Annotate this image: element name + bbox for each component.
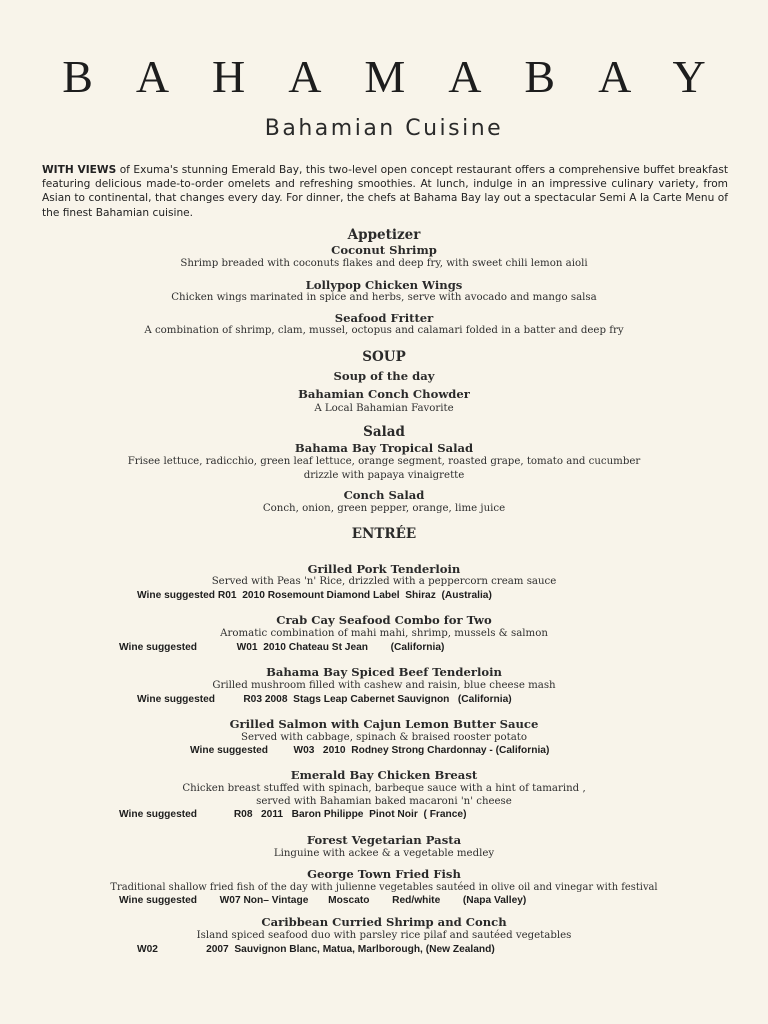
intro-paragraph xyxy=(42,163,728,220)
wine-suggestion: Wine suggested R08 2011 Baron Philippe Pinot Noir ( France) xyxy=(119,809,467,820)
dish-description: Served with Peas 'n' Rice, drizzled with a peppercorn cream sauce xyxy=(211,576,557,587)
dish-name: Seafood Fritter xyxy=(334,311,434,325)
wine-suggestion: Wine suggested R03 2008 Stags Leap Cabernet Sauvignon (California) xyxy=(137,694,512,705)
wine-suggestion: Wine suggested W01 2010 Chateau St Jean (California) xyxy=(119,642,445,653)
wine-suggestion: Wine suggested R01 2010 Rosemount Diamond Label Shiraz (Australia) xyxy=(137,590,492,601)
dish-description: Conch, onion, green pepper, orange, lime juice xyxy=(262,503,506,514)
section-salad: Salad xyxy=(363,424,405,440)
wine-suggestion: Wine suggested W07 Non– Vintage Moscato Red/white (Napa Valley) xyxy=(119,895,527,906)
dish-description: Chicken wings marinated in spice and herbs, serve with avocado and mango salsa xyxy=(171,292,597,303)
dish-name: Conch Salad xyxy=(343,488,425,502)
dish-name: Soup of the day xyxy=(333,369,435,383)
dish-name: Bahama Bay Tropical Salad xyxy=(294,441,474,455)
dish-name: George Town Fried Fish xyxy=(307,867,461,881)
dish-description-line2: drizzle with papaya vinaigrette xyxy=(303,470,465,481)
dish-name: Crab Cay Seafood Combo for Two xyxy=(276,613,492,627)
section-appetizer: Appetizer xyxy=(347,227,421,243)
section-soup: SOUP xyxy=(362,349,406,365)
dish-description: Aromatic combination of mahi mahi, shrimp, mussels & salmon xyxy=(220,628,548,639)
dish-description: Shrimp breaded with coconuts flakes and deep fry, with sweet chili lemon aioli xyxy=(180,258,588,269)
wine-suggestion: W02 2007 Sauvignon Blanc, Matua, Marlborough, (New Zealand) xyxy=(137,944,495,955)
intro-lead: WITH VIEWS xyxy=(42,164,117,176)
dish-description-line2: served with Bahamian baked macaroni 'n' cheese xyxy=(256,796,512,807)
dish-name: Bahama Bay Spiced Beef Tenderloin xyxy=(266,665,502,679)
dish-description: A combination of shrimp, clam, mussel, octopus and calamari folded in a batter and deep fry xyxy=(144,325,624,336)
dish-name: Bahamian Conch Chowder xyxy=(298,387,470,401)
intro-text: of Exuma's stunning Emerald Bay, this two-level open concept restaurant offers a comprehensive buffet breakfast featuring delicious made-to-order omelets and refreshing smoothies. At lunch, indulge in an impressive culinary variety, from Asian to continental, that changes every day. For dinner, the chefs at Bahama Bay lay out a spectacular Semi A la Carte Menu of the finest Bahamian cuisine. xyxy=(42,164,728,219)
dish-name: Coconut Shrimp xyxy=(331,243,437,257)
dish-description: Traditional shallow fried fish of the day with julienne vegetables sautéed in olive oil and vinegar with festival xyxy=(110,882,658,893)
wine-suggestion: Wine suggested W03 2010 Rodney Strong Chardonnay - (California) xyxy=(190,745,550,756)
dish-description: Island spiced seafood duo with parsley rice pilaf and sautéed vegetables xyxy=(196,930,572,941)
dish-name: Lollypop Chicken Wings xyxy=(305,278,463,292)
section-entree: ENTRÉE xyxy=(351,526,417,542)
dish-name: Grilled Salmon with Cajun Lemon Butter Sauce xyxy=(229,717,539,731)
dish-name: Caribbean Curried Shrimp and Conch xyxy=(261,915,507,929)
cuisine-subtitle: Bahamian Cuisine xyxy=(264,116,504,141)
restaurant-title: B A H A M A B A Y xyxy=(62,51,723,102)
dish-description: A Local Bahamian Favorite xyxy=(314,403,454,414)
dish-description: Frisee lettuce, radicchio, green leaf lettuce, orange segment, roasted grape, tomato and cucumber xyxy=(127,456,641,467)
dish-name: Grilled Pork Tenderloin xyxy=(307,562,461,576)
dish-name: Emerald Bay Chicken Breast xyxy=(290,768,478,782)
dish-description: Linguine with ackee & a vegetable medley xyxy=(273,848,495,859)
dish-description: Served with cabbage, spinach & braised rooster potato xyxy=(240,732,528,743)
dish-name: Forest Vegetarian Pasta xyxy=(306,833,462,847)
dish-description: Chicken breast stuffed with spinach, barbeque sauce with a hint of tamarind , xyxy=(182,783,586,794)
dish-description: Grilled mushroom filled with cashew and raisin, blue cheese mash xyxy=(212,680,556,691)
